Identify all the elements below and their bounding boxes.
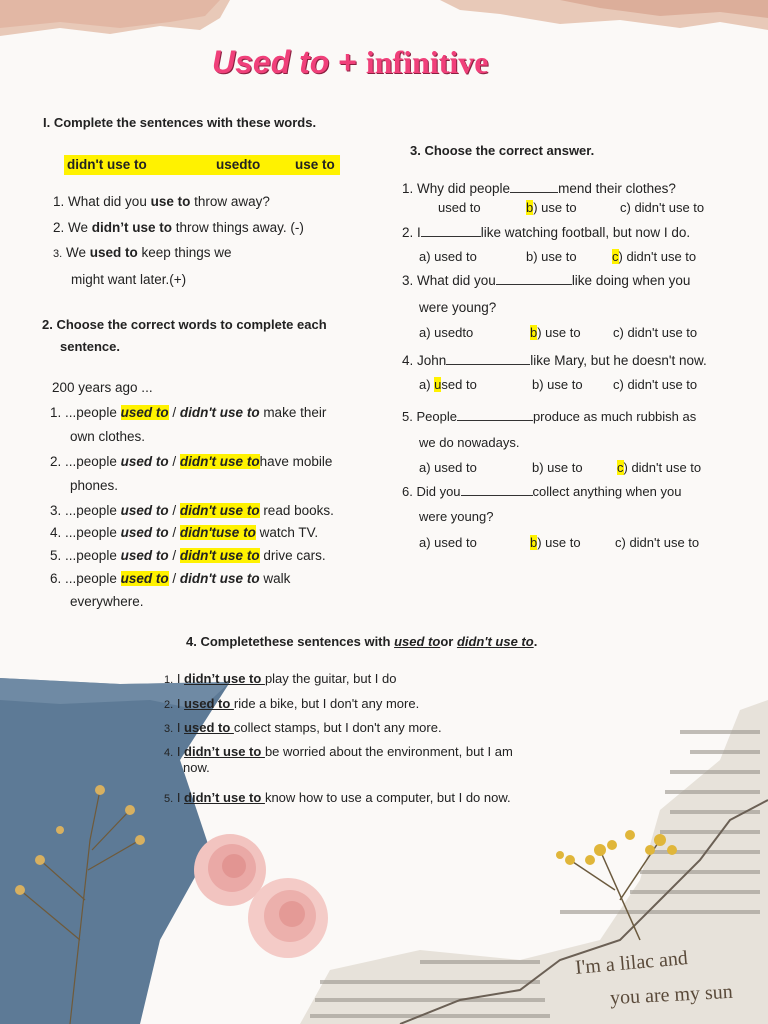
item-text: throw things away. (-) (172, 220, 304, 235)
item-text: be worried about the environment, but I am (264, 744, 513, 759)
selected-mark: b (530, 325, 538, 340)
item-number: 4. (164, 747, 174, 759)
option-b-text: ) use to (537, 325, 581, 340)
s2-item-3 (50, 502, 334, 520)
s3-q6 (402, 483, 681, 501)
item-answer: used to (184, 696, 234, 711)
heading-option-didnt-use-to: didn't use to (456, 634, 534, 649)
item-number: 2. (53, 220, 65, 235)
section2-heading: 2. Choose the correct words to complete each (42, 317, 327, 332)
item-answer: used to (184, 720, 234, 735)
s4-item-3 (164, 719, 442, 738)
option-a: a) usedto (419, 325, 474, 340)
slash: / (168, 548, 180, 563)
heading-text: 4. Completethese sentences with (186, 634, 395, 649)
item-number: 3. (53, 248, 63, 260)
option-a: used to (438, 200, 481, 215)
decor-text-line1: I'm a lilac and (574, 947, 689, 979)
option-c: c) didn't use to (615, 535, 700, 550)
title-plus: + (329, 44, 366, 80)
s2-item-2-cont: phones. (70, 478, 119, 493)
s2-item-6 (50, 570, 290, 588)
option-c (617, 459, 701, 477)
answer-blank (457, 408, 533, 421)
question-text: mend their clothes? (558, 181, 676, 196)
item-text: ...people (65, 454, 121, 469)
question-text: 2. I (402, 225, 421, 240)
item-text: throw away? (190, 194, 270, 209)
item-answer: didn’t use to (184, 671, 265, 686)
item-text: ...people (65, 571, 121, 586)
question-text: like doing when you (571, 273, 691, 288)
page-title (212, 44, 488, 81)
answer-blank (421, 224, 481, 237)
question-text: like watching football, but now I do. (480, 225, 691, 240)
item-text: walk (259, 571, 291, 586)
item-text: What did you (68, 194, 151, 209)
item-text: We (68, 220, 92, 235)
item-answer: didn’t use to (184, 744, 265, 759)
option-didnt-use-to: didn't use to (179, 548, 260, 563)
item-text: watch TV. (255, 525, 319, 540)
option-a-prefix: a) (419, 377, 435, 392)
selected-mark: c (612, 249, 619, 264)
title-used-to: Used to (212, 44, 330, 80)
section4-heading (186, 633, 537, 651)
item-text: know how to use a computer, but I do now. (264, 790, 511, 805)
option-b-text: ) use to (537, 535, 581, 550)
option-c-text: ) didn't use to (623, 460, 702, 475)
torn-paper-top (0, 0, 768, 40)
option-a: a) used to (419, 535, 477, 550)
s4-item-1 (164, 670, 396, 689)
option-didnt-use-to: didn't use to (179, 503, 260, 518)
selected-mark: b (526, 200, 534, 215)
option-b (530, 324, 581, 342)
option-used-to: used to (120, 454, 169, 469)
s4-item-5 (164, 789, 511, 808)
answer-blank (496, 272, 572, 285)
item-answer: use to (150, 194, 191, 209)
option-b: b) use to (526, 249, 577, 264)
heading-text: or (440, 634, 457, 649)
s3-q1-options (438, 199, 705, 217)
option-c-text: ) didn't use to (618, 249, 697, 264)
item-text: read books. (259, 503, 334, 518)
slash: / (168, 525, 180, 540)
s4-item-4-cont: now. (183, 760, 210, 775)
item-number: 6. (50, 571, 62, 586)
s3-q6-cont: were young? (419, 509, 494, 524)
s3-q2-options (419, 248, 697, 266)
item-text: keep things we (137, 245, 232, 260)
question-text: produce as much rubbish as (532, 409, 697, 424)
item-number: 5. (164, 793, 174, 805)
item-number: 1. (164, 674, 174, 686)
option-c (612, 248, 696, 266)
item-text: ...people (65, 405, 121, 420)
title-infinitive: infinitive (365, 44, 489, 80)
option-used-to: used to (120, 405, 169, 420)
item-text: I (176, 696, 185, 711)
question-text: 6. Did you (402, 484, 461, 499)
word-bank-1: didn't use to (67, 157, 147, 172)
question-text: 3. What did you (402, 273, 496, 288)
word-bank-3: use to (295, 157, 335, 172)
s1-item-3-cont: might want later.(+) (71, 272, 187, 287)
s3-q1 (402, 180, 676, 198)
item-answer: didn’t use to (184, 790, 265, 805)
option-b (530, 534, 581, 552)
answer-blank (510, 180, 558, 193)
item-text: make their (259, 405, 327, 420)
slash: / (168, 503, 180, 518)
item-text: I (176, 790, 185, 805)
selected-mark: c (617, 460, 624, 475)
option-didnt-use-to: didn't use to (179, 454, 260, 469)
s4-item-2 (164, 695, 419, 714)
s2-item-2 (50, 453, 332, 471)
question-text: 1. Why did people (402, 181, 511, 196)
item-text: I (176, 671, 185, 686)
item-number: 2. (50, 454, 62, 469)
option-a: a) used to (419, 249, 477, 264)
s3-q4 (402, 352, 707, 370)
item-text: ...people (65, 503, 121, 518)
s1-item-1 (53, 193, 270, 211)
item-text: I (176, 720, 185, 735)
item-number: 4. (50, 525, 62, 540)
s3-q3-options (419, 324, 698, 342)
selected-mark: b (530, 535, 538, 550)
question-text: 5. People (402, 409, 457, 424)
s3-q4-options (419, 376, 698, 394)
question-text: collect anything when you (532, 484, 682, 499)
option-used-to: used to (120, 548, 169, 563)
option-didnt-use-to: didn't use to (179, 405, 260, 420)
question-text: 4. John (402, 353, 447, 368)
option-c: c) didn't use to (613, 377, 698, 392)
item-text: collect stamps, but I don't any more. (233, 720, 442, 735)
s2-item-4 (50, 524, 318, 542)
selected-mark: u (434, 377, 442, 392)
item-text: drive cars. (259, 548, 326, 563)
s3-q5 (402, 408, 696, 426)
item-answer: used to (89, 245, 138, 260)
option-used-to: used to (120, 503, 169, 518)
answer-blank (446, 352, 530, 365)
option-used-to: used to (120, 525, 169, 540)
option-didnt-use-to: didn'tuse to (179, 525, 256, 540)
option-b (526, 199, 577, 217)
item-number: 3. (164, 723, 174, 735)
heading-option-used-to: used to (394, 634, 441, 649)
slash: / (168, 405, 180, 420)
item-number: 3. (50, 503, 62, 518)
item-text: play the guitar, but I do (264, 671, 397, 686)
word-bank-2: usedto (216, 157, 261, 172)
option-c: c) didn't use to (613, 325, 698, 340)
item-text: I (176, 744, 185, 759)
slash: / (168, 571, 180, 586)
s2-item-6-cont: everywhere. (70, 594, 144, 609)
section3-heading: 3. Choose the correct answer. (410, 143, 595, 158)
section1-heading: I. Complete the sentences with these words. (43, 115, 317, 130)
answer-blank (461, 483, 533, 496)
s4-item-4 (164, 743, 513, 762)
option-used-to: used to (120, 571, 169, 586)
s3-q3-cont: were young? (419, 300, 497, 315)
option-didnt-use-to: didn't use to (179, 571, 260, 586)
section2-intro: 200 years ago ... (52, 380, 153, 395)
decor-text-line2: you are my sun (609, 980, 734, 1010)
option-b-text: ) use to (533, 200, 577, 215)
s1-item-2 (53, 219, 304, 237)
item-answer: didn’t use to (91, 220, 173, 235)
item-text: have mobile (259, 454, 333, 469)
item-number: 1. (53, 194, 65, 209)
section2-heading-cont: sentence. (60, 339, 120, 354)
option-a: a) used to (419, 460, 477, 475)
slash: / (168, 454, 180, 469)
item-text: ...people (65, 525, 121, 540)
s1-item-3 (53, 244, 232, 263)
s3-q6-options (419, 534, 700, 552)
option-b: b) use to (532, 460, 583, 475)
item-text: ...people (65, 548, 121, 563)
option-c: c) didn't use to (620, 200, 705, 215)
item-text: We (65, 245, 90, 260)
s3-q3 (402, 272, 690, 290)
option-b: b) use to (532, 377, 583, 392)
s2-item-1 (50, 404, 326, 422)
s3-q2 (402, 224, 690, 242)
item-number: 1. (50, 405, 62, 420)
s3-q5-options (419, 459, 702, 477)
s2-item-1-cont: own clothes. (70, 429, 146, 444)
heading-text: . (533, 634, 538, 649)
option-a-text: sed to (441, 377, 477, 392)
item-number: 2. (164, 699, 174, 711)
word-bank (64, 155, 340, 175)
item-text: ride a bike, but I don't any more. (233, 696, 420, 711)
s2-item-5 (50, 547, 326, 565)
question-text: like Mary, but he doesn't now. (530, 353, 707, 368)
item-number: 5. (50, 548, 62, 563)
s3-q5-cont: we do nowadays. (419, 435, 520, 450)
